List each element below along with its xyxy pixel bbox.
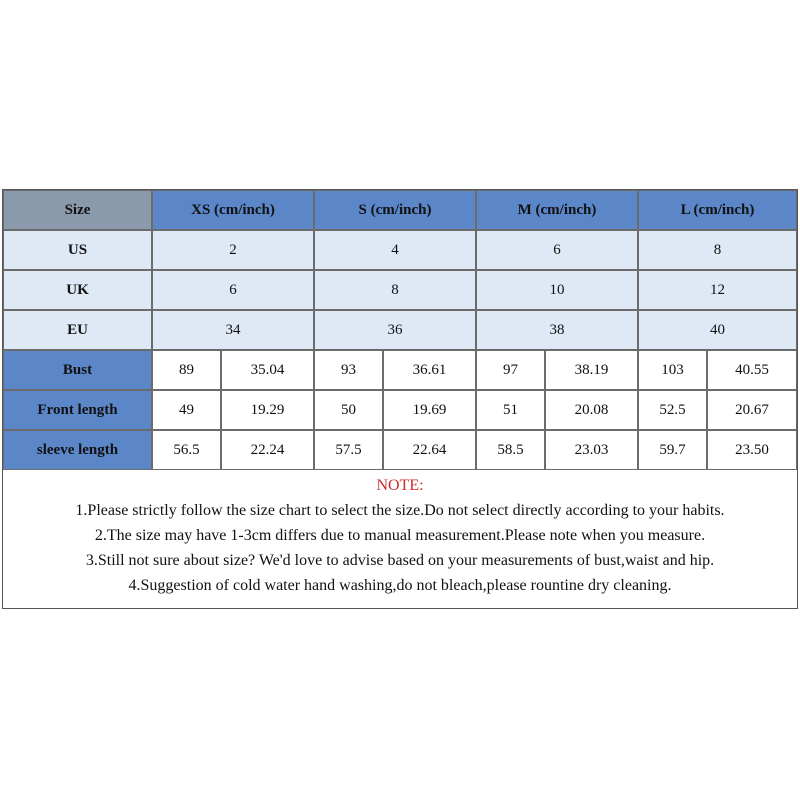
- table-cell: 50: [314, 390, 383, 430]
- table-cell: 89: [152, 350, 221, 390]
- note-line-3: 3.Still not sure about size? We'd love to advise based on your measurements of bust,waist and hip.: [85, 552, 715, 569]
- table-cell: 57.5: [314, 430, 383, 470]
- table-cell: 38: [476, 310, 638, 350]
- table-cell: 52.5: [638, 390, 707, 430]
- header-size: Size: [3, 190, 152, 230]
- table-cell: 2: [152, 230, 314, 270]
- table-cell: 51: [476, 390, 545, 430]
- table-cell: 8: [638, 230, 797, 270]
- table-cell: 23.03: [545, 430, 638, 470]
- size-chart: [2, 189, 798, 609]
- size-table: [3, 190, 797, 470]
- notes-title: NOTE:: [376, 477, 424, 494]
- table-cell: 103: [638, 350, 707, 390]
- header-m: M (cm/inch): [476, 190, 638, 230]
- note-line-2: 2.The size may have 1-3cm differs due to manual measurement.Please note when you measure.: [94, 527, 706, 544]
- header-l: L (cm/inch): [638, 190, 797, 230]
- table-cell: 56.5: [152, 430, 221, 470]
- table-cell: 38.19: [545, 350, 638, 390]
- table-cell: 36.61: [383, 350, 476, 390]
- table-cell: 49: [152, 390, 221, 430]
- row-label-front-length: Front length: [3, 390, 152, 430]
- row-label-bust: Bust: [3, 350, 152, 390]
- table-cell: 36: [314, 310, 476, 350]
- table-cell: 22.64: [383, 430, 476, 470]
- table-cell: 6: [476, 230, 638, 270]
- notes-section: [3, 474, 797, 598]
- table-cell: 6: [152, 270, 314, 310]
- row-label-uk: UK: [3, 270, 152, 310]
- row-label-eu: EU: [3, 310, 152, 350]
- table-cell: 22.24: [221, 430, 314, 470]
- header-s: S (cm/inch): [314, 190, 476, 230]
- table-cell: 40.55: [707, 350, 797, 390]
- row-label-us: US: [3, 230, 152, 270]
- table-cell: 20.08: [545, 390, 638, 430]
- table-cell: 58.5: [476, 430, 545, 470]
- row-label-sleeve-length: sleeve length: [3, 430, 152, 470]
- table-cell: 4: [314, 230, 476, 270]
- table-cell: 8: [314, 270, 476, 310]
- table-cell: 93: [314, 350, 383, 390]
- table-cell: 59.7: [638, 430, 707, 470]
- table-cell: 20.67: [707, 390, 797, 430]
- table-cell: 10: [476, 270, 638, 310]
- table-cell: 34: [152, 310, 314, 350]
- table-cell: 23.50: [707, 430, 797, 470]
- note-line-1: 1.Please strictly follow the size chart to select the size.Do not select directly according to your habits.: [75, 502, 725, 519]
- table-cell: 40: [638, 310, 797, 350]
- table-cell: 19.69: [383, 390, 476, 430]
- header-xs: XS (cm/inch): [152, 190, 314, 230]
- table-cell: 35.04: [221, 350, 314, 390]
- table-cell: 97: [476, 350, 545, 390]
- table-cell: 12: [638, 270, 797, 310]
- note-line-4: 4.Suggestion of cold water hand washing,do not bleach,please rountine dry cleaning.: [128, 577, 672, 594]
- table-cell: 19.29: [221, 390, 314, 430]
